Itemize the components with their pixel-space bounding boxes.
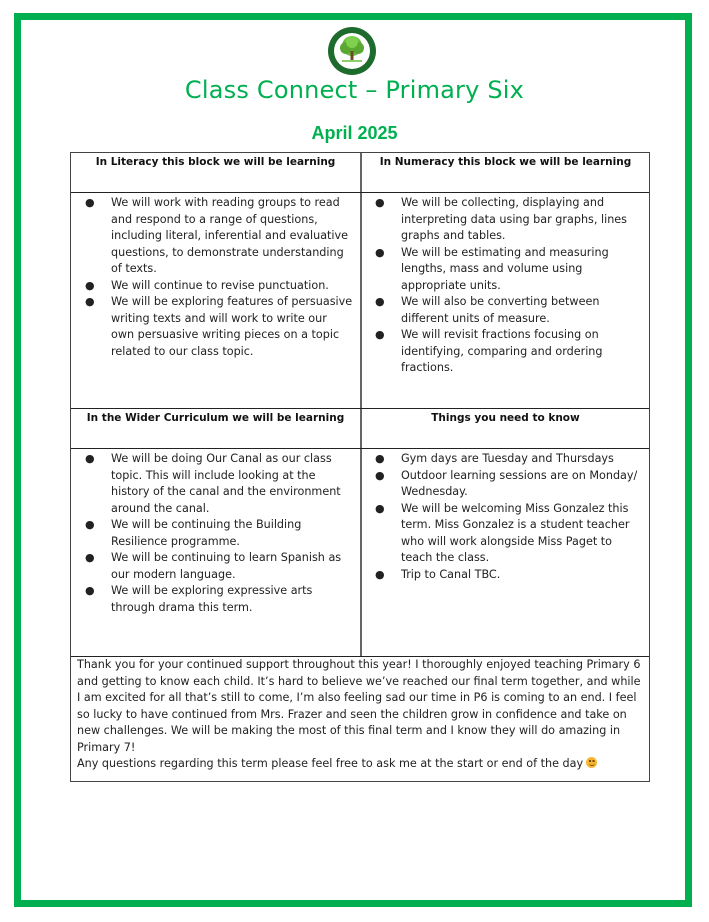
list-item (71, 583, 353, 616)
list-item (71, 195, 353, 278)
bullet-icon: ● (375, 196, 385, 209)
list-item (361, 468, 646, 501)
bullet-icon: ● (375, 468, 385, 482)
bullet-icon: ● (375, 501, 385, 515)
numeracy-list (361, 195, 646, 377)
row-divider (71, 408, 649, 410)
bullet-icon: ● (85, 278, 95, 292)
numeracy-heading: In Numeracy this block we will be learning (379, 156, 632, 168)
list-item-text: We will be continuing to learn Spanish as our modern language. (111, 551, 342, 581)
literacy-list (71, 195, 353, 360)
page-title: Class Connect – Primary Six (184, 76, 525, 104)
things-to-know-heading: Things you need to know (431, 412, 580, 424)
school-logo-icon (327, 26, 377, 76)
list-item (71, 517, 353, 550)
list-item (71, 294, 353, 360)
list-item (361, 294, 646, 327)
list-item (71, 278, 353, 295)
list-item-text: We will be exploring expressive arts through drama this term. (111, 584, 313, 614)
bullet-icon: ● (85, 295, 95, 308)
wider-curriculum-list (71, 451, 353, 616)
message-paragraph: Thank you for your continued support throughout this year! I thoroughly enjoyed teaching Primary 6 and getting to know each child. It’s hard to believe we’ve reached our final term together, and while I am excited for all that’s still to come, I’m also feeling sad our time in P6 is coming to an end. I feel so lucky to have continued from Mrs. Frazer and seen the children grow in confidence and take on new challenges. We will be making the most of this final term and I know they will do amazing in Primary 7! (77, 658, 641, 754)
smiling-face-icon (586, 757, 597, 768)
bullet-icon: ● (85, 518, 95, 531)
bullet-icon: ● (85, 584, 95, 597)
bullet-icon: ● (375, 328, 385, 341)
list-item-text: We will be estimating and measuring lengths, mass and volume using appropriate units. (401, 245, 609, 292)
list-item (361, 501, 646, 567)
bullet-icon: ● (85, 551, 95, 564)
list-item-text: We will be welcoming Miss Gonzalez this term. Miss Gonzalez is a student teacher who will work alongside Miss Paget to teach the class. (401, 501, 630, 564)
list-item (361, 327, 646, 377)
list-item-text: Gym days are Tuesday and Thursdays (401, 452, 614, 465)
bullet-icon: ● (85, 452, 95, 465)
list-item-text: We will be exploring features of persuasive writing texts and will work to write our own persuasive writing pieces on a topic related to our class topic. (111, 295, 353, 358)
list-item (361, 245, 646, 295)
bullet-icon: ● (375, 245, 385, 259)
list-item-text: We will revisit fractions focusing on identifying, comparing and ordering fractions. (401, 328, 603, 374)
questions-text: Any questions regarding this term please feel free to ask me at the start or end of the day (77, 757, 584, 770)
row-divider (71, 448, 649, 450)
list-item-text: We will be collecting, displaying and interpreting data using bar graphs, lines graphs and tables. (401, 196, 628, 242)
list-item-text: Trip to Canal TBC. (401, 567, 501, 581)
list-item (361, 567, 646, 584)
list-item (71, 550, 353, 583)
list-item-text: We will work with reading groups to read and respond to a range of questions, including literal, inferential and evaluative questions, to demonstrate understanding of texts. (111, 196, 349, 275)
list-item-text: Outdoor learning sessions are on Monday/ Wednesday. (401, 468, 638, 498)
list-item-text: We will also be converting between different units of measure. (401, 295, 600, 325)
list-item-text: We will be doing Our Canal as our class topic. This will include looking at the history of the canal and the environment around the canal. (111, 452, 341, 515)
bullet-icon: ● (375, 452, 385, 465)
bullet-icon: ● (375, 567, 385, 581)
wider-curriculum-heading: In the Wider Curriculum we will be learning (86, 412, 345, 424)
list-item-text: We will be continuing the Building Resilience programme. (111, 518, 302, 548)
list-item (361, 451, 646, 468)
teacher-message (77, 657, 647, 773)
page-subtitle-date: April 2025 (311, 123, 398, 143)
bullet-icon: ● (375, 295, 385, 308)
bullet-icon: ● (85, 196, 95, 209)
list-item-text: We will continue to revise punctuation. (111, 278, 329, 292)
info-table (70, 152, 650, 782)
row-divider (71, 192, 649, 194)
literacy-heading: In Literacy this block we will be learning (95, 156, 336, 168)
questions-line (77, 756, 647, 773)
list-item (361, 195, 646, 245)
list-item (71, 451, 353, 517)
things-to-know-list (361, 451, 646, 583)
